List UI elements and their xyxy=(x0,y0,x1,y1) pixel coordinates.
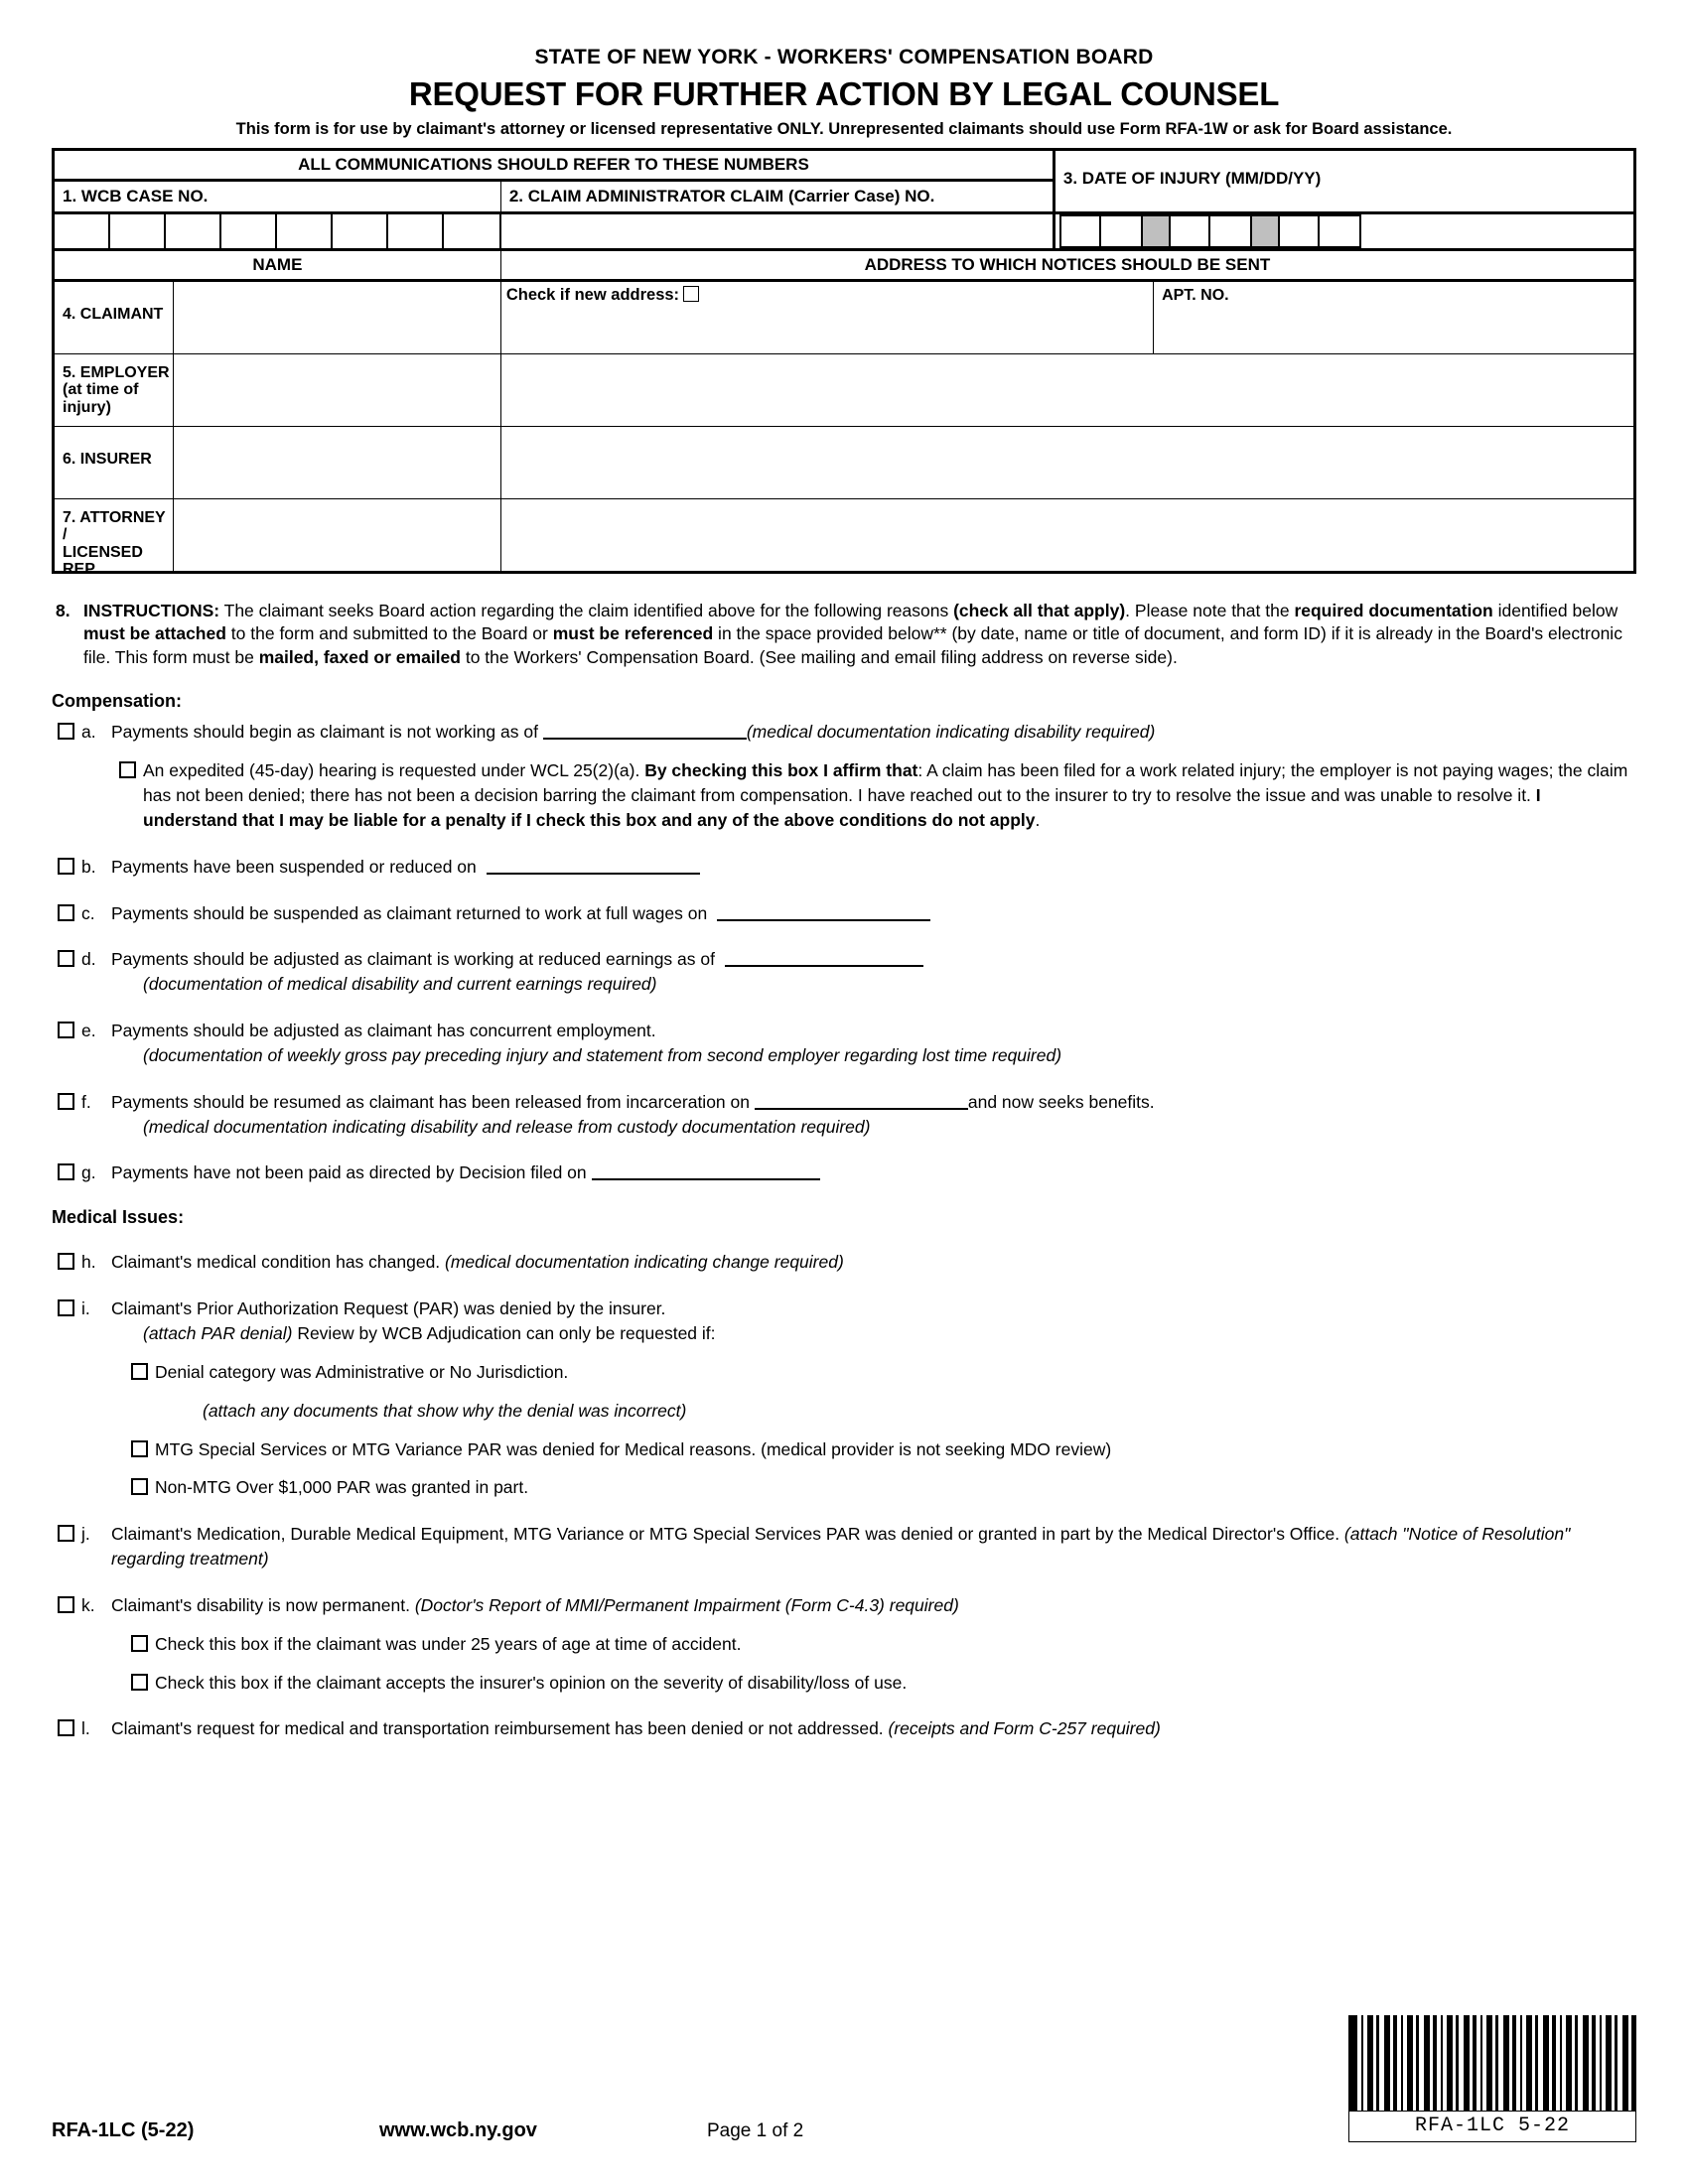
item-k-text xyxy=(111,1593,1636,1618)
instructions-text xyxy=(83,600,1636,669)
page-number-footer: Page 1 of 2 xyxy=(707,2120,804,2141)
item-i-sub1-text: Denial category was Administrative or No Jurisdiction. xyxy=(155,1361,569,1382)
claimant-name-input[interactable] xyxy=(174,282,500,353)
item-e-text: Payments should be adjusted as claimant has concurrent employment. xyxy=(111,1021,656,1041)
form-subtitle: This form is for use by claimant's attorney or licensed representative ONLY. Unrepresented claimants should use Form RFA-1W or ask for Board assistance. xyxy=(235,120,1453,138)
employer-address-input[interactable] xyxy=(500,354,1634,427)
item-a-note: (medical documentation indicating disability required) xyxy=(746,722,1156,743)
medical-section-heading: Medical Issues: xyxy=(52,1207,185,1228)
item-d-text1: Payments should be adjusted as claimant is working at reduced earnings as of xyxy=(111,949,715,970)
item-i-attach-note: (attach PAR denial) xyxy=(143,1322,293,1343)
instructions-p1e: identified below xyxy=(1492,601,1618,620)
expedited-t3: : A claim has been filed for a work related injury; the employer is not paying wages; the claim has not been denied; there has not been a decision barring the claimant from compensation. I have reached out to the insurer to try to resolve the issue and was unable to resolve it. xyxy=(143,760,1628,805)
checkbox-g[interactable] xyxy=(58,1163,74,1180)
checkbox-k-sub1[interactable] xyxy=(131,1635,148,1652)
instructions-block xyxy=(52,600,1636,669)
item-k-text1: Claimant's disability is now permanent. xyxy=(111,1594,415,1615)
item-l-note: (receipts and Form C-257 required) xyxy=(888,1718,1161,1739)
checkbox-item-l[interactable] xyxy=(52,1716,1636,1741)
item-e-note: (documentation of weekly gross pay preceding injury and statement from second employer regarding lost time required) xyxy=(143,1044,1062,1065)
item-j-text1: Claimant's Medication, Durable Medical Equipment, MTG Variance or MTG Special Services PAR was denied or granted in part by the Medical Director's Office. xyxy=(111,1524,1344,1545)
item-i-sub1-note: (attach any documents that show why the denial was incorrect) xyxy=(203,1400,687,1421)
wcb-case-no-cell[interactable] xyxy=(221,214,277,248)
item-g-text1: Payments have not been paid as directed by Decision filed on xyxy=(111,1162,587,1183)
doi-separator xyxy=(1252,214,1278,248)
expedited-t5: . xyxy=(1035,809,1041,830)
new-address-label: Check if new address: xyxy=(505,286,680,304)
doi-year-cell[interactable] xyxy=(1278,214,1320,248)
item-j-note: (attach "Notice of Resolution" regarding treatment) xyxy=(111,1524,1571,1570)
wcb-case-no-cell[interactable] xyxy=(444,214,499,248)
insurer-name-input[interactable] xyxy=(174,427,500,498)
item-l-text1: Claimant's request for medical and transportation reimbursement has been denied or not addressed. xyxy=(111,1718,889,1739)
item-letter-c: c. xyxy=(81,902,95,923)
checkbox-item-k-sub1[interactable] xyxy=(125,1632,1636,1657)
instructions-p1f: must be attached xyxy=(83,623,226,644)
item-a-date-blank[interactable] xyxy=(543,722,747,741)
checkbox-item-i-sub2[interactable] xyxy=(125,1437,1636,1462)
instructions-p1j: mailed, faxed or emailed xyxy=(258,646,461,667)
item-f-text1b: and now seeks benefits. xyxy=(967,1091,1155,1112)
wcb-case-no-cell[interactable] xyxy=(388,214,444,248)
instructions-p1h: must be referenced xyxy=(552,623,714,644)
website-footer[interactable]: www.wcb.ny.gov xyxy=(379,2119,537,2141)
row-label-claimant: 4. CLAIMANT xyxy=(63,306,164,323)
checkbox-i-sub1[interactable] xyxy=(131,1363,148,1380)
item-c-text1: Payments should be suspended as claimant returned to work at full wages on xyxy=(111,902,708,923)
instructions-p1k: to the Workers' Compensation Board. (See mailing and email filing address on reverse side). xyxy=(460,646,1178,667)
instructions-p1a: The claimant seeks Board action regarding the claim identified above for the following reasons xyxy=(219,601,954,620)
checkbox-i-sub2[interactable] xyxy=(131,1440,148,1457)
wcb-case-no-input[interactable] xyxy=(55,214,499,248)
form-id-footer: RFA-1LC (5-22) xyxy=(52,2119,195,2141)
date-of-injury-input[interactable] xyxy=(1055,214,1633,248)
agency-heading: STATE OF NEW YORK - WORKERS' COMPENSATION BOARD xyxy=(534,46,1154,68)
checkbox-d[interactable] xyxy=(58,950,74,967)
attorney-name-input[interactable] xyxy=(174,499,500,571)
expedited-t4: I understand that I may be liable for a penalty if I check this box and any of the above conditions do not apply xyxy=(143,785,1541,830)
item-a-text xyxy=(111,720,1636,745)
checkbox-item-h[interactable] xyxy=(52,1250,1636,1275)
checkbox-item-f[interactable] xyxy=(52,1090,1636,1115)
claim-admin-no-label: 2. CLAIM ADMINISTRATOR CLAIM (Carrier Case) NO. xyxy=(508,187,935,205)
item-f-text1: Payments should be resumed as claimant has been released from incarceration on xyxy=(111,1091,750,1112)
item-c-date-blank[interactable] xyxy=(717,902,930,921)
item-l-text xyxy=(111,1716,1636,1741)
checkbox-item-b[interactable] xyxy=(52,855,1636,880)
item-letter-g: g. xyxy=(81,1162,96,1183)
item-d-text xyxy=(111,947,1636,972)
item-k-note: (Doctor's Report of MMI/Permanent Impairment (Form C-4.3) required) xyxy=(414,1594,959,1615)
expedited-t2: By checking this box I affirm that xyxy=(644,760,918,781)
form-title: REQUEST FOR FURTHER ACTION BY LEGAL COUNSEL xyxy=(408,75,1280,112)
item-f-date-blank[interactable] xyxy=(755,1091,968,1110)
row-label-attorney: 7. ATTORNEY / xyxy=(63,509,166,544)
instructions-p1g: to the form and submitted to the Board or xyxy=(225,623,553,644)
item-letter-k: k. xyxy=(81,1594,95,1615)
item-b-text xyxy=(111,855,1636,880)
new-address-checkbox[interactable] xyxy=(683,286,699,302)
item-i-review-note: Review by WCB Adjudication can only be requested if: xyxy=(292,1322,716,1343)
item-letter-i: i. xyxy=(81,1298,90,1319)
checkbox-item-e[interactable] xyxy=(52,1019,1636,1043)
communications-banner: ALL COMMUNICATIONS SHOULD REFER TO THESE NUMBERS xyxy=(298,155,809,174)
checkbox-item-i-sub1[interactable] xyxy=(125,1360,1636,1385)
item-a-expedited-text xyxy=(143,758,1636,833)
expedited-t1: An expedited (45-day) hearing is requested under WCL 25(2)(a). xyxy=(143,760,645,781)
item-f-text xyxy=(111,1090,1636,1115)
item-b-text1: Payments have been suspended or reduced on xyxy=(111,856,477,877)
item-letter-b: b. xyxy=(81,856,96,877)
checkbox-k-sub2[interactable] xyxy=(131,1674,148,1691)
instructions-p1c: . Please note that the xyxy=(1125,601,1295,620)
checkbox-i-sub3[interactable] xyxy=(131,1478,148,1495)
address-column-header: ADDRESS TO WHICH NOTICES SHOULD BE SENT xyxy=(864,255,1271,274)
item-i-subtext xyxy=(52,1321,1636,1346)
checkbox-h[interactable] xyxy=(58,1253,74,1270)
row-label-insurer: 6. INSURER xyxy=(63,451,152,468)
doi-year-cell[interactable] xyxy=(1320,214,1361,248)
checkbox-item-i-sub3[interactable] xyxy=(125,1475,1636,1500)
item-d-date-blank[interactable] xyxy=(725,949,923,968)
checkbox-item-k[interactable] xyxy=(52,1593,1636,1618)
checkbox-item-i[interactable] xyxy=(52,1297,1636,1321)
claim-admin-no-input[interactable] xyxy=(501,214,1053,248)
instructions-p1i: in the space provided below** (by date, name or title of document, and form ID) if it is already in the Board's electronic file. This form must be xyxy=(83,623,1622,667)
item-g-text xyxy=(111,1160,1636,1185)
claimant-address-input[interactable] xyxy=(501,305,1153,342)
checkbox-item-k-sub2[interactable] xyxy=(125,1671,1636,1696)
barcode-image xyxy=(1348,2015,1636,2111)
apt-no-header: APT. NO. xyxy=(1162,287,1229,304)
instructions-number: 8. xyxy=(56,601,70,620)
item-d-note: (documentation of medical disability and current earnings required) xyxy=(143,974,657,995)
wcb-case-no-cell[interactable] xyxy=(110,214,166,248)
checkbox-item-c[interactable] xyxy=(52,901,1636,926)
wcb-case-no-cell[interactable] xyxy=(333,214,388,248)
checkbox-item-d[interactable] xyxy=(52,947,1636,972)
checkbox-j[interactable] xyxy=(58,1525,74,1542)
compensation-section-heading: Compensation: xyxy=(52,691,183,712)
doi-month-cell[interactable] xyxy=(1059,214,1101,248)
checkbox-item-a-expedited[interactable] xyxy=(113,758,1636,833)
attorney-address-input[interactable] xyxy=(500,499,1634,573)
item-i-text: Claimant's Prior Authorization Request (PAR) was denied by the insurer. xyxy=(111,1298,666,1319)
item-k-sub1-text: Check this box if the claimant was under 25 years of age at time of accident. xyxy=(155,1633,742,1654)
wcb-case-no-label: 1. WCB CASE NO. xyxy=(63,187,209,205)
item-j-text xyxy=(111,1522,1636,1571)
insurer-address-input[interactable] xyxy=(500,427,1634,499)
checkbox-e[interactable] xyxy=(58,1022,74,1038)
checkbox-i[interactable] xyxy=(58,1299,74,1316)
doi-day-cell[interactable] xyxy=(1210,214,1252,248)
checkbox-item-j[interactable] xyxy=(52,1522,1636,1571)
checkbox-f[interactable] xyxy=(58,1093,74,1110)
wcb-case-no-cell[interactable] xyxy=(166,214,221,248)
item-c-text xyxy=(111,901,1636,926)
checkbox-c[interactable] xyxy=(58,904,74,921)
checkbox-b[interactable] xyxy=(58,858,74,875)
item-letter-h: h. xyxy=(81,1252,96,1273)
instructions-p1b: (check all that apply) xyxy=(953,601,1126,620)
checkbox-item-g[interactable] xyxy=(52,1160,1636,1185)
item-letter-a: a. xyxy=(81,722,96,743)
row-label-attorney-2: LICENSED REP. xyxy=(63,543,143,578)
item-g-date-blank[interactable] xyxy=(592,1162,820,1181)
item-b-date-blank[interactable] xyxy=(487,856,700,875)
checkbox-k[interactable] xyxy=(58,1596,74,1613)
row-label-employer: 5. EMPLOYER xyxy=(63,364,170,381)
item-k-sub2-text: Check this box if the claimant accepts the insurer's opinion on the severity of disability/loss of use. xyxy=(155,1672,908,1693)
employer-name-input[interactable] xyxy=(174,354,500,426)
item-letter-f: f. xyxy=(81,1091,91,1112)
checkbox-a[interactable] xyxy=(58,723,74,740)
item-h-text xyxy=(111,1250,1636,1275)
instructions-heading: INSTRUCTIONS: xyxy=(83,601,220,620)
doi-separator xyxy=(1143,214,1169,248)
item-letter-e: e. xyxy=(81,1021,96,1041)
page-footer xyxy=(52,2119,1636,2142)
new-address-check-row[interactable] xyxy=(501,282,1153,305)
row-label-employer-note: (at time of injury) xyxy=(63,381,139,416)
item-letter-l: l. xyxy=(81,1718,90,1739)
case-identification-table xyxy=(52,148,1636,578)
checkbox-item-a[interactable] xyxy=(52,720,1636,745)
item-i-sub2-text: MTG Special Services or MTG Variance PAR was denied for Medical reasons. (medical provider is not seeking MDO review) xyxy=(155,1438,1112,1459)
wcb-case-no-cell[interactable] xyxy=(277,214,333,248)
item-letter-d: d. xyxy=(81,949,96,970)
checkbox-a-expedited[interactable] xyxy=(119,761,136,778)
item-f-note: (medical documentation indicating disability and release from custody documentation required) xyxy=(143,1116,871,1137)
checkbox-l[interactable] xyxy=(58,1719,74,1736)
item-letter-j: j. xyxy=(81,1524,90,1545)
wcb-case-no-cell[interactable] xyxy=(55,214,110,248)
instructions-p1d: required documentation xyxy=(1294,601,1493,620)
barcode-label: RFA-1LC 5-22 xyxy=(1348,2111,1636,2142)
claimant-apt-input[interactable] xyxy=(1154,309,1633,348)
date-of-injury-label: 3. DATE OF INJURY (MM/DD/YY) xyxy=(1062,169,1322,188)
item-i-sub3-text: Non-MTG Over $1,000 PAR was granted in part. xyxy=(155,1477,529,1498)
doi-month-cell[interactable] xyxy=(1101,214,1143,248)
doi-day-cell[interactable] xyxy=(1169,214,1210,248)
name-column-header: NAME xyxy=(252,255,303,274)
item-h-text1: Claimant's medical condition has changed. xyxy=(111,1252,446,1273)
item-a-text1: Payments should begin as claimant is not working as of xyxy=(111,722,538,743)
item-h-note: (medical documentation indicating change required) xyxy=(445,1252,844,1273)
